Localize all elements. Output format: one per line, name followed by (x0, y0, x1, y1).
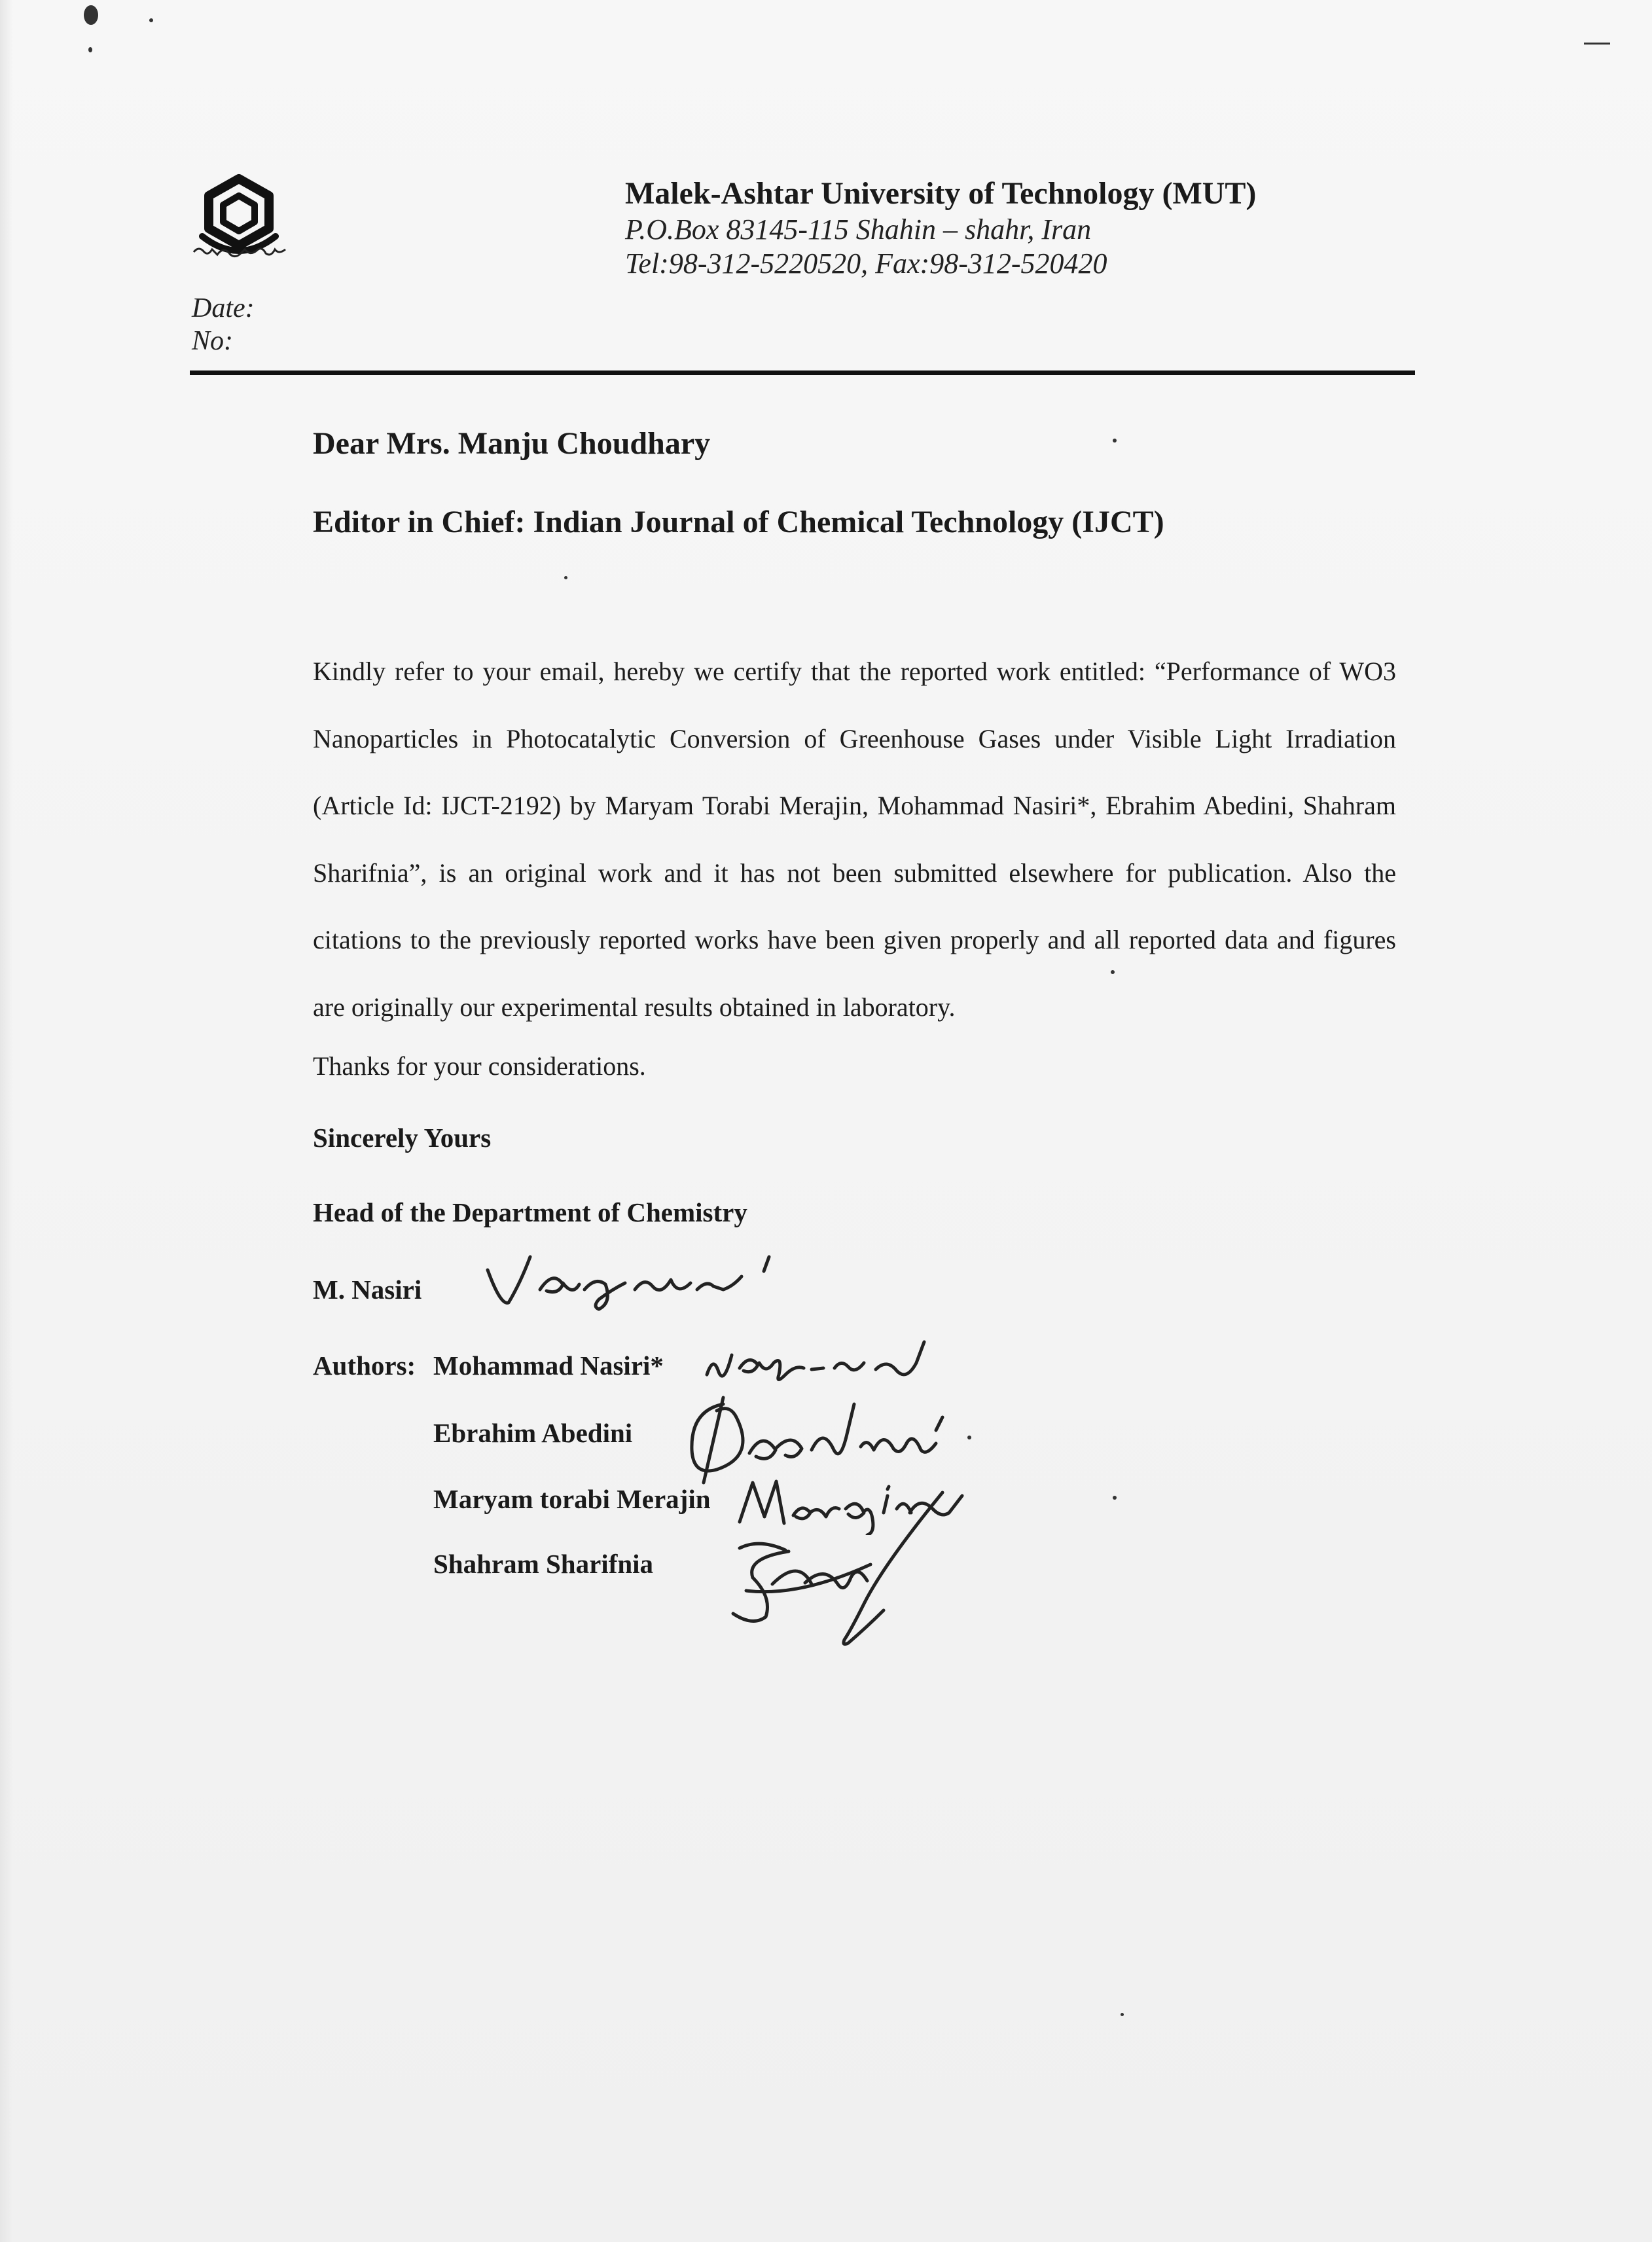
scan-speck (967, 1436, 971, 1439)
scan-speck (84, 5, 98, 25)
author-name: Shahram Sharifnia (433, 1549, 654, 1579)
university-name: Malek-Ashtar University of Technology (MUT) (625, 176, 1257, 211)
recipient-title: Editor in Chief: Indian Journal of Chemical Technology (IJCT) (313, 505, 1164, 539)
scan-speck (88, 47, 92, 52)
scan-speck (1113, 1496, 1117, 1500)
author-name: Ebrahim Abedini (433, 1418, 633, 1448)
logo-script-mark (191, 239, 289, 259)
signer-title: Head of the Department of Chemistry (313, 1197, 747, 1227)
signature-mohammad-nasiri (700, 1329, 936, 1394)
date-label: Date: (192, 293, 255, 323)
signature-shahram-sharifnia (720, 1486, 969, 1650)
author-name: Mohammad Nasiri* (433, 1350, 664, 1381)
university-address: P.O.Box 83145-115 Shahin – shahr, Iran (625, 213, 1092, 245)
authors-label: Authors: (313, 1350, 416, 1381)
letterhead-block (625, 175, 1256, 280)
number-label: No: (192, 326, 233, 357)
author-name: Maryam torabi Merajin (433, 1484, 711, 1514)
letter-body: Kindly refer to your email, hereby we certify that the reported work entitled: “Performance of WO3 Nanoparticles in Photocatalytic Conversion of Greenhouse Gases under Visible Light Irradiation (Article Id: IJCT-2192) by Maryam Torabi Merajin, Mohammad Nasiri*, Ebrahim Abedini, Shahram Sharifnia”, is an original work and it has not been submitted elsewhere for publication. Also the citations to the previously reported works have been given properly and all reported data and figures are originally our experimental results obtained in laboratory. (313, 657, 1396, 1022)
date-number-block (192, 292, 255, 358)
signature-nasiri (481, 1244, 789, 1316)
scan-speck (1121, 2013, 1124, 2016)
salutation: Dear Mrs. Manju Choudhary (313, 426, 711, 461)
scan-speck (149, 18, 153, 22)
university-contact: Tel:98-312-5220520, Fax:98-312-520420 (625, 247, 1107, 280)
scan-speck (564, 576, 567, 579)
scan-mark (1584, 43, 1610, 45)
scan-speck (1113, 439, 1117, 443)
header-divider (190, 371, 1415, 375)
thanks-line: Thanks for your considerations. (313, 1051, 646, 1081)
closing-line: Sincerely Yours (313, 1123, 492, 1153)
scan-edge-shadow (0, 0, 13, 2242)
signer-name: M. Nasiri (313, 1275, 422, 1305)
